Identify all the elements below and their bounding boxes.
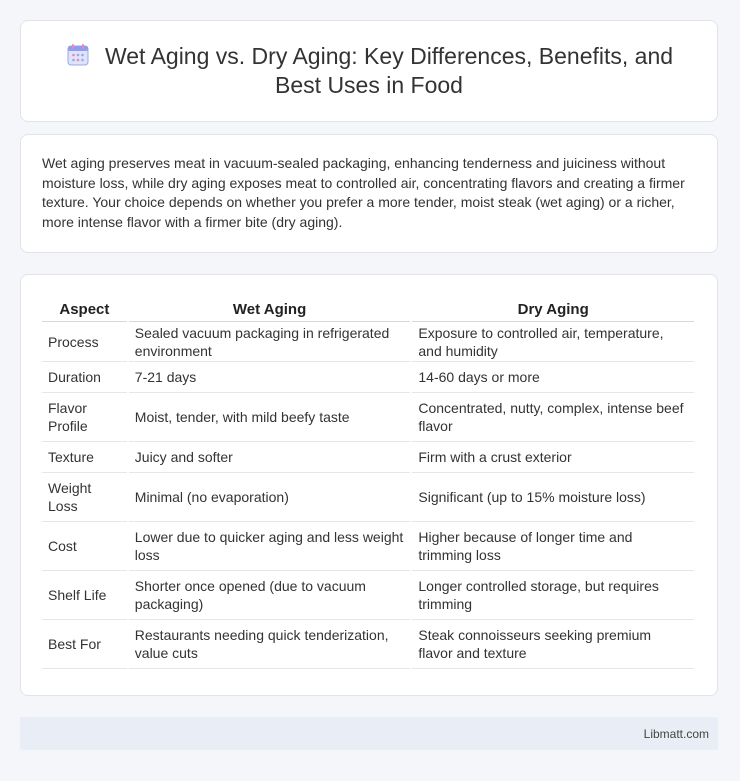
- cell-aspect: Texture: [42, 442, 127, 473]
- cell-wet: Juicy and softer: [129, 442, 411, 473]
- table-row: [42, 473, 694, 522]
- cell-dry: Steak connoisseurs seeking premium flavor and texture: [412, 620, 694, 669]
- cell-dry: Higher because of longer time and trimming loss: [412, 522, 694, 571]
- cell-aspect: Duration: [42, 362, 127, 393]
- comparison-table: [40, 295, 696, 669]
- intro-text: Wet aging preserves meat in vacuum-sealed packaging, enhancing tenderness and juiciness without moisture loss, while dry aging exposes meat to controlled air, concentrating flavors and creating a firmer texture. Your choice depends on whether you prefer a more tender, moist steak (wet aging) or a richer, more intense flavor with a firmer bite (dry aging).: [42, 155, 685, 230]
- comparison-card: [20, 274, 718, 696]
- header-aspect: Aspect: [42, 295, 127, 322]
- cell-dry: 14-60 days or more: [412, 362, 694, 393]
- cell-dry: Exposure to controlled air, temperature, and humidity: [412, 322, 694, 362]
- cell-wet: Moist, tender, with mild beefy taste: [129, 393, 411, 442]
- title-card: [20, 20, 718, 122]
- table-row: [42, 522, 694, 571]
- cell-wet: Shorter once opened (due to vacuum packaging): [129, 571, 411, 620]
- cell-wet: Restaurants needing quick tenderization, value cuts: [129, 620, 411, 669]
- header-dry-aging: Dry Aging: [412, 295, 694, 322]
- cell-aspect: Process: [42, 322, 127, 362]
- calendar-icon: [65, 42, 91, 68]
- table-row: [42, 393, 694, 442]
- cell-dry: Firm with a crust exterior: [412, 442, 694, 473]
- cell-aspect: Weight Loss: [42, 473, 127, 522]
- page-title: Wet Aging vs. Dry Aging: Key Differences, Benefits, and Best Uses in Food: [104, 43, 674, 98]
- table-row: [42, 442, 694, 473]
- cell-aspect: Flavor Profile: [42, 393, 127, 442]
- cell-dry: Significant (up to 15% moisture loss): [412, 473, 694, 522]
- table-row: [42, 571, 694, 620]
- cell-wet: Sealed vacuum packaging in refrigerated environment: [129, 322, 411, 362]
- intro-card: [20, 134, 718, 253]
- cell-wet: Lower due to quicker aging and less weight loss: [129, 522, 411, 571]
- cell-dry: Concentrated, nutty, complex, intense beef flavor: [412, 393, 694, 442]
- table-row: [42, 620, 694, 669]
- table-header-row: [42, 295, 694, 322]
- cell-dry: Longer controlled storage, but requires trimming: [412, 571, 694, 620]
- cell-aspect: Best For: [42, 620, 127, 669]
- cell-wet: 7-21 days: [129, 362, 411, 393]
- page-title-block: [51, 42, 687, 100]
- header-wet-aging: Wet Aging: [129, 295, 411, 322]
- cell-aspect: Cost: [42, 522, 127, 571]
- cell-wet: Minimal (no evaporation): [129, 473, 411, 522]
- footer-brand-link[interactable]: Libmatt.com: [643, 726, 709, 741]
- table-row: [42, 322, 694, 362]
- cell-aspect: Shelf Life: [42, 571, 127, 620]
- table-row: [42, 362, 694, 393]
- footer: [20, 717, 718, 750]
